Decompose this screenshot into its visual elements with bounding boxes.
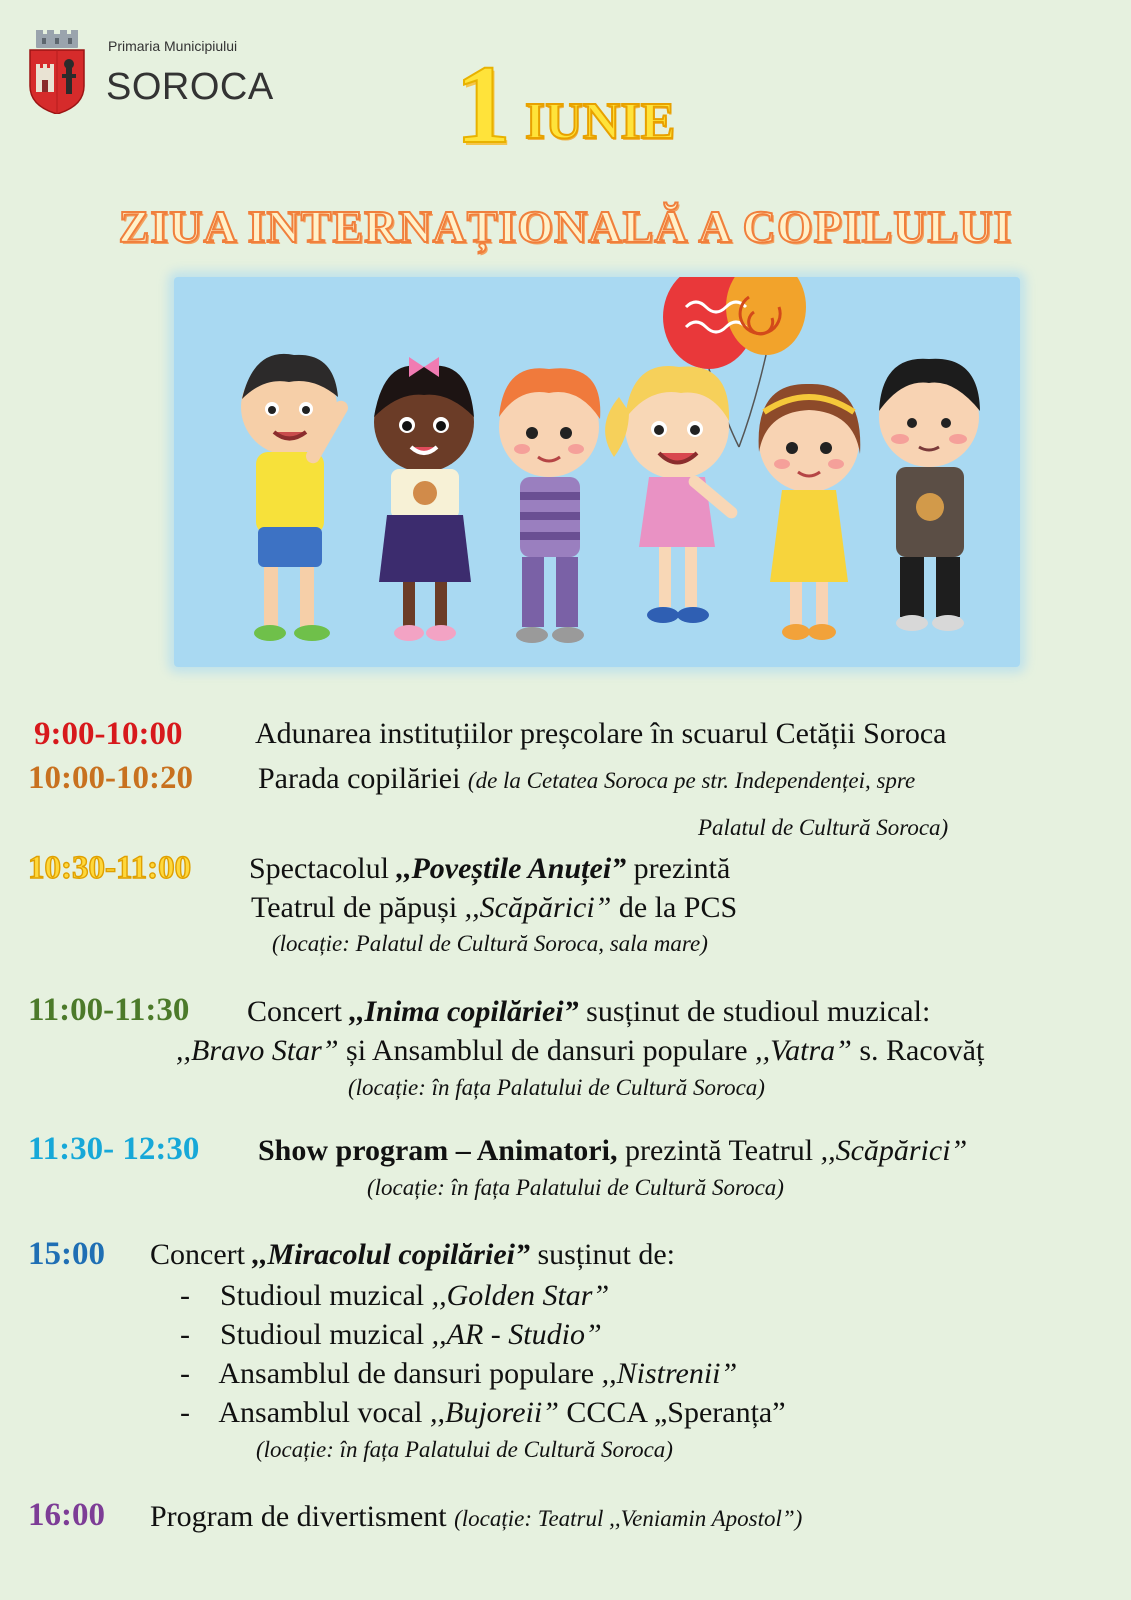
date-day: 1	[455, 43, 511, 167]
event-date	[455, 43, 676, 170]
children-with-balloons-icon	[174, 277, 1020, 667]
activity-3-org-suffix: de la PCS	[618, 891, 738, 924]
activity-6-location: (locație: în fața Palatului de Cultură Soroca)	[256, 1437, 673, 1462]
performer-type: Ansamblul de dansuri populare	[218, 1357, 595, 1390]
activity-4-title: ,,Inima copilăriei”	[349, 995, 579, 1028]
activity-3-org: Teatrul de păpuși	[251, 891, 458, 924]
activity-5-org: ,,Scăpărici”	[820, 1134, 968, 1167]
time-slot-2: 10:00-10:20	[28, 760, 193, 796]
coat-of-arms-icon	[28, 30, 86, 114]
time-slot-5: 11:30- 12:30	[28, 1131, 200, 1167]
list-item	[180, 1279, 609, 1313]
activity-7-text: Program de divertisment	[150, 1500, 447, 1533]
activity-4-group-a: ,,Bravo Star”	[176, 1034, 339, 1067]
activity-3-title: ,,Poveștile Anuței”	[396, 852, 627, 885]
issuer-line: Primaria Municipiului	[108, 38, 238, 54]
performer-type: Studioul muzical	[220, 1318, 425, 1351]
performer-name: ,,AR - Studio”	[431, 1318, 602, 1351]
activity-6-title: ,,Miracolul copilăriei”	[252, 1238, 530, 1271]
date-month: IUNIE	[525, 93, 676, 150]
activity-2-note-cont: Palatul de Cultură Soroca)	[698, 815, 949, 840]
bullet-dash: -	[180, 1318, 213, 1351]
activity-3-text: Spectacolul	[249, 852, 389, 885]
activity-2-text	[258, 762, 915, 796]
activity-4-group-b: ,,Vatra”	[755, 1034, 852, 1067]
activity-3-location: (locație: Palatul de Cultură Soroca, sala mare)	[272, 931, 708, 956]
activity-5-title: Show program – Animatori,	[258, 1134, 618, 1167]
activity-6-text: Concert	[150, 1238, 245, 1271]
activity-2-note: (de la Cetatea Soroca pe str. Independenței, spre	[467, 768, 916, 793]
issuer-name: SOROCA	[106, 66, 274, 108]
activity-1-text: Adunarea instituțiilor preșcolare în scuarul Cetății Soroca	[255, 717, 947, 750]
performer-name: ,,Nistrenii”	[601, 1357, 738, 1390]
time-slot-4: 11:00-11:30	[28, 992, 190, 1028]
activity-4-text: Concert	[247, 995, 342, 1028]
time-slot-7: 16:00	[28, 1497, 105, 1533]
time-slot-3: 10:30-11:00	[28, 850, 192, 886]
children-illustration	[174, 277, 1020, 667]
activity-3-line-2	[251, 891, 737, 925]
activity-6-text-b: susținut de:	[537, 1238, 675, 1271]
activity-5-text: prezintă Teatrul	[624, 1134, 814, 1167]
activity-7-line-1	[150, 1500, 802, 1534]
performer-name: ,,Bujoreii”	[430, 1396, 559, 1429]
activity-6-line-1	[150, 1238, 675, 1272]
event-title: ZIUA INTERNAȚIONALĂ A COPILULUI	[118, 201, 1013, 252]
bullet-dash: -	[180, 1396, 213, 1429]
performer-type: Studioul muzical	[220, 1279, 425, 1312]
performer-extra: CCCA „Speranța”	[566, 1396, 786, 1429]
activity-4-text-b: susținut de studioul muzical:	[586, 995, 931, 1028]
list-item	[180, 1396, 786, 1430]
activity-4-village: s. Racovăț	[859, 1034, 985, 1067]
performer-name: ,,Golden Star”	[431, 1279, 610, 1312]
activity-5-line-1	[258, 1134, 967, 1168]
activity-3-org-name: ,,Scăpărici”	[464, 891, 612, 924]
time-slot-6: 15:00	[28, 1236, 105, 1272]
issuer-header	[28, 30, 328, 120]
activity-3-line-1	[249, 852, 730, 886]
activity-3-text-b: prezintă	[633, 852, 731, 885]
performer-type: Ansamblul vocal	[218, 1396, 423, 1429]
activity-4-group-mid: și Ansamblul de dansuri populare	[346, 1034, 748, 1067]
activity-4-location: (locație: în fața Palatului de Cultură Soroca)	[348, 1075, 765, 1100]
list-item	[180, 1357, 737, 1391]
list-item	[180, 1318, 602, 1352]
activity-4-line-2	[176, 1034, 984, 1068]
activity-7-location: (locație: Teatrul ,,Veniamin Apostol”)	[454, 1506, 803, 1531]
bullet-dash: -	[180, 1357, 213, 1390]
bullet-dash: -	[180, 1279, 213, 1312]
time-slot-1: 9:00-10:00	[34, 716, 183, 752]
activity-4-line-1	[247, 995, 930, 1029]
activity-5-location: (locație: în fața Palatului de Cultură Soroca)	[367, 1175, 784, 1200]
activity-2-title: Parada copilăriei	[258, 762, 461, 795]
